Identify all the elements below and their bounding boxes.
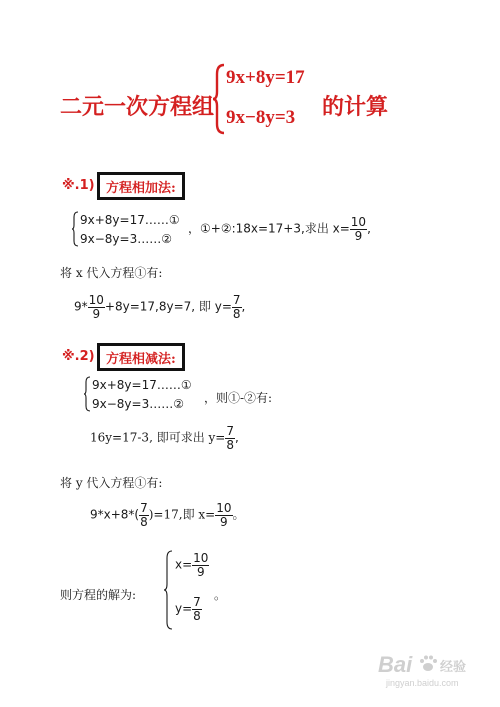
fraction-numerator: 7 [193,595,201,609]
method2-y-fraction [225,425,235,451]
method2-system-eq1: 9x+8y=17……① [92,378,192,392]
watermark-url: jingyan.baidu.com [386,678,459,688]
method1-colon: : [171,181,176,196]
method2-label: 方程相减法 [106,352,172,367]
method2-line1-pre: 16y=17-3, 即可求出 y= [90,430,226,445]
method1-label-box [97,172,185,200]
method1-system-eq2: 9x−8y=3……② [80,232,172,246]
watermark-brand-text: Bai [378,652,413,677]
title-brace-icon [212,64,226,134]
fraction-numerator: 10 [350,215,367,229]
method1-line-end: , [241,299,246,314]
fraction-denominator: 8 [232,306,241,321]
solution-x-fraction [192,552,209,578]
fraction-denominator: 9 [92,306,101,321]
solution-y [175,596,202,622]
watermark-brand [378,652,412,678]
solution-x [175,552,209,578]
title-equation-2: 9x−8y=3 [226,107,296,128]
method1-line-pre: 9* [74,299,88,314]
solution-end: 。 [214,588,227,602]
method2-step-text: ，则①-②有: [204,391,273,405]
title-equation-1: 9x+8y=17 [226,67,305,88]
fraction-denominator: 8 [140,514,148,529]
fraction-numerator: 10 [193,551,209,565]
method1-mark: ※.1) [62,178,95,193]
solution-y-fraction [192,596,202,622]
title-suffix: 的计算 [322,94,389,120]
fraction-numerator: 7 [140,501,148,515]
watermark-brand-cn: 经验 [440,660,467,675]
method1-system-eq1: 9x+8y=17……① [80,213,180,227]
method2-line1-end: , [234,430,239,445]
fraction-numerator: 10 [216,501,232,515]
fraction-denominator: 8 [193,608,201,623]
solution-brace-icon [163,550,173,630]
solution-y-pre: y= [175,601,193,616]
fraction-denominator: 8 [226,437,234,452]
method2-mark: ※.2) [62,349,95,364]
method2-colon: : [171,352,176,367]
method1-system-brace-icon [71,211,79,247]
title-prefix: 二元一次方程组 [60,94,215,120]
method2-label-box [97,343,185,371]
method2-line2-mid: )=17,即 x= [148,507,216,522]
fraction-denominator: 9 [354,228,363,243]
method2-x-fraction [215,502,232,528]
method1-label: 方程相加法 [106,181,172,196]
paw-logo-icon [418,654,438,674]
method2-system-brace-icon [83,376,91,412]
fraction-denominator: 9 [196,564,205,579]
method1-line-mid: +8y=17,8y=7, 即 y= [104,299,232,314]
method2-substitute-text: 将 y 代入方程①有: [60,476,163,490]
fraction-numerator: 7 [226,424,234,438]
fraction-denominator: 9 [220,514,228,529]
method2-line2-end: 。 [232,507,245,522]
method1-x-fraction [350,216,367,242]
method2-line2-fraction [139,502,149,528]
method1-y-fraction [232,294,242,320]
method2-line1 [90,425,239,451]
method1-step [188,216,371,242]
method2-line2 [90,502,245,528]
solution-label: 则方程的解为: [60,588,137,602]
method1-substitute-text: 将 x 代入方程①有: [60,266,163,280]
method2-line2-pre: 9*x+8*( [90,507,140,522]
solution-x-pre: x= [175,557,193,572]
fraction-numerator: 10 [88,293,104,307]
fraction-numerator: 7 [232,293,241,307]
method1-step-end: , [367,221,371,236]
method1-step-text: ，①+②:18x=17+3,求出 x= [188,221,350,236]
method2-system-eq2: 9x−8y=3……② [92,397,184,411]
method1-line [74,294,245,320]
method1-line-fraction [88,294,105,320]
